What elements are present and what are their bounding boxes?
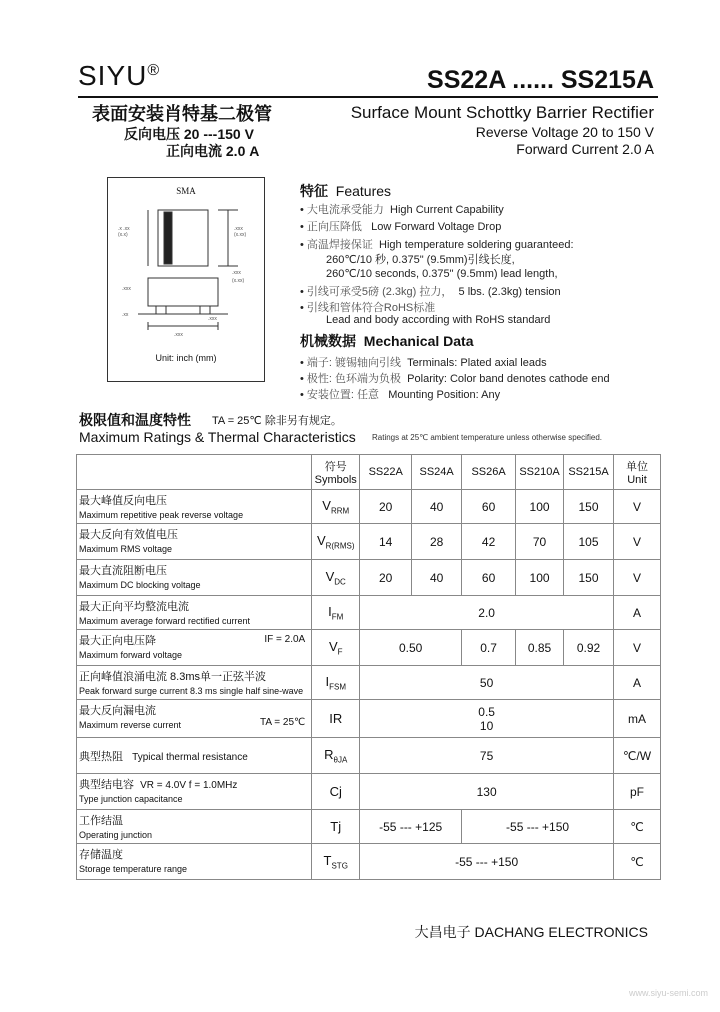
symbol-cell: $V_{DC}$ <box>312 560 360 596</box>
param-cell: 存储温度 Storage temperature range <box>77 844 312 880</box>
ratings-title-cn: 极限值和温度特性 <box>79 412 191 428</box>
param-cell: 最大正向平均整流电流 Maximum average forward rectified current <box>77 596 312 630</box>
value-cell: 0.5 10 <box>360 700 614 738</box>
symbol-cell: $V_{R(RMS)}$ <box>312 524 360 560</box>
header-model: SS24A <box>412 455 462 490</box>
feature-item: 260℃/10 seconds, 0.375" (9.5mm) lead length, <box>326 268 558 280</box>
value-cell: 40 <box>412 560 462 596</box>
svg-text:.x .xx: .x .xx <box>118 226 130 232</box>
svg-text:.xxx: .xxx <box>174 332 183 338</box>
svg-text:.xx: .xx <box>122 312 129 318</box>
features-heading: 特征 Features <box>300 183 392 199</box>
svg-text:.xxx: .xxx <box>232 270 241 276</box>
value-cell: 0.92 <box>564 630 614 666</box>
value-cell: 14 <box>360 524 412 560</box>
feature-item: • 大电流承受能力 High Current Capability <box>300 204 504 216</box>
mechanical-item: • 安装位置: 任意 Mounting Position: Any <box>300 389 501 401</box>
header-model: SS22A <box>360 455 412 490</box>
symbol-cell: $I_{FSM}$ <box>312 666 360 700</box>
ratings-title-en: Maximum Ratings & Thermal Characteristics <box>79 429 356 445</box>
unit-cell: ℃ <box>614 844 661 880</box>
table-row <box>77 524 661 560</box>
table-header-row <box>77 455 661 490</box>
feature-item: • 正向压降低 Low Forward Voltage Drop <box>300 221 502 233</box>
param-cell: 最大峰值反向电压 Maximum repetitive peak reverse voltage <box>77 490 312 524</box>
table-row <box>77 560 661 596</box>
unit-cell: A <box>614 596 661 630</box>
value-cell: 42 <box>462 524 516 560</box>
param-cell: 典型热阻 Typical thermal resistance <box>77 738 312 774</box>
value-cell: 130 <box>360 774 614 810</box>
feature-item: • 高温焊接保证 High temperature soldering guaranteed: <box>300 239 574 251</box>
table-row <box>77 810 661 844</box>
mechanical-item: • 极性: 色环端为负极 Polarity: Color band denotes cathode end <box>300 373 610 385</box>
reverse-voltage-en: Reverse Voltage 20 to 150 V <box>475 124 654 140</box>
value-cell: -55 --- +125 <box>360 810 462 844</box>
param-cell: 正向峰值浪涌电流 8.3ms单一正弦半波 Peak forward surge current 8.3 ms single half sine-wave <box>77 666 312 700</box>
ratings-condition-en: Ratings at 25℃ ambient temperature unless otherwise specified. <box>372 433 602 442</box>
value-cell: 0.50 <box>360 630 462 666</box>
value-cell: 20 <box>360 560 412 596</box>
value-cell: -55 --- +150 <box>462 810 614 844</box>
value-cell: 150 <box>564 490 614 524</box>
table-row <box>77 630 661 666</box>
svg-text:(x.x): (x.x) <box>118 232 128 238</box>
package-outline-diagram <box>108 178 264 381</box>
header-model: SS26A <box>462 455 516 490</box>
unit-cell: V <box>614 490 661 524</box>
symbol-cell: Tj <box>312 810 360 844</box>
table-row <box>77 666 661 700</box>
title-cn: 表面安装肖特基二极管 <box>92 104 272 124</box>
package-drawing <box>107 177 265 382</box>
table-row <box>77 700 661 738</box>
unit-cell: V <box>614 524 661 560</box>
header-divider <box>78 96 658 98</box>
param-cell: 最大直流阻断电压 Maximum DC blocking voltage <box>77 560 312 596</box>
value-cell: 50 <box>360 666 614 700</box>
value-cell: 70 <box>516 524 564 560</box>
table-row <box>77 738 661 774</box>
symbol-cell: $R_{\theta JA}$ <box>312 738 360 774</box>
table-row <box>77 596 661 630</box>
value-cell: 150 <box>564 560 614 596</box>
unit-cell: pF <box>614 774 661 810</box>
unit-cell: mA <box>614 700 661 738</box>
param-cell: 最大反向漏电流 Maximum reverse current TA = 25℃ <box>77 700 312 738</box>
symbol-cell: Cj <box>312 774 360 810</box>
header-param <box>77 455 312 490</box>
value-cell: -55 --- +150 <box>360 844 614 880</box>
forward-current-cn: 正向电流 2.0 A <box>166 143 260 159</box>
ratings-condition-cn: TA = 25℃ 除非另有规定。 <box>212 415 342 427</box>
reverse-voltage-cn: 反向电压 20 ---150 V <box>124 126 254 142</box>
symbol-cell: $V_{RRM}$ <box>312 490 360 524</box>
table-row <box>77 490 661 524</box>
param-cell: 工作结温 Operating junction <box>77 810 312 844</box>
header-model: SS210A <box>516 455 564 490</box>
param-cell: 典型结电容 VR = 4.0V f = 1.0MHz Type junction capacitance <box>77 774 312 810</box>
forward-current-en: Forward Current 2.0 A <box>516 141 654 157</box>
header-model: SS215A <box>564 455 614 490</box>
value-cell: 0.7 <box>462 630 516 666</box>
mechanical-item: • 端子: 镀锡轴向引线 Terminals: Plated axial leads <box>300 357 547 369</box>
value-cell: 105 <box>564 524 614 560</box>
package-label: SMA <box>176 186 196 196</box>
value-cell: 40 <box>412 490 462 524</box>
feature-item: Lead and body according with RoHS standard <box>326 314 551 326</box>
unit-cell: A <box>614 666 661 700</box>
value-cell: 0.85 <box>516 630 564 666</box>
unit-cell: V <box>614 560 661 596</box>
feature-item: 260℃/10 秒, 0.375" (9.5mm)引线长度, <box>326 254 515 266</box>
svg-text:.xxx: .xxx <box>122 286 131 292</box>
svg-text:(x.xx): (x.xx) <box>232 278 245 284</box>
value-cell: 100 <box>516 490 564 524</box>
part-number-range: SS22A ...... SS215A <box>427 66 654 94</box>
mechanical-heading: 机械数据 Mechanical Data <box>300 333 474 349</box>
title-en: Surface Mount Schottky Barrier Rectifier <box>350 103 654 122</box>
value-cell: 2.0 <box>360 596 614 630</box>
value-cell: 60 <box>462 490 516 524</box>
value-cell: 20 <box>360 490 412 524</box>
symbol-cell: $T_{STG}$ <box>312 844 360 880</box>
package-units: Unit: inch (mm) <box>155 353 217 363</box>
table-row <box>77 774 661 810</box>
value-cell: 75 <box>360 738 614 774</box>
svg-text:(x.xx): (x.xx) <box>234 232 247 238</box>
feature-item: • 引线和管体符合RoHS标准 <box>300 302 436 314</box>
header-unit: 单位 Unit <box>614 455 661 490</box>
param-cell: 最大反向有效值电压 Maximum RMS voltage <box>77 524 312 560</box>
symbol-cell: $I_{FM}$ <box>312 596 360 630</box>
brand-logo: SIYU® <box>78 60 161 91</box>
watermark: www.siyu-semi.com <box>628 988 708 998</box>
ratings-table <box>76 454 661 880</box>
symbol-cell: IR <box>312 700 360 738</box>
unit-cell: ℃ <box>614 810 661 844</box>
feature-item: • 引线可承受5磅 (2.3kg) 拉力， 5 lbs. (2.3kg) tension <box>300 286 561 298</box>
value-cell: 60 <box>462 560 516 596</box>
param-cell: 最大正向电压降 Maximum forward voltage IF = 2.0A <box>77 630 312 666</box>
symbol-cell: $V_F$ <box>312 630 360 666</box>
company-footer: 大昌电子 DACHANG ELECTRONICS <box>414 924 648 940</box>
unit-cell: V <box>614 630 661 666</box>
unit-cell: ℃/W <box>614 738 661 774</box>
value-cell: 28 <box>412 524 462 560</box>
table-row <box>77 844 661 880</box>
header-symbols: 符号 Symbols <box>312 455 360 490</box>
value-cell: 100 <box>516 560 564 596</box>
svg-text:.xxx: .xxx <box>234 226 243 232</box>
svg-text:.xxx: .xxx <box>208 316 217 322</box>
